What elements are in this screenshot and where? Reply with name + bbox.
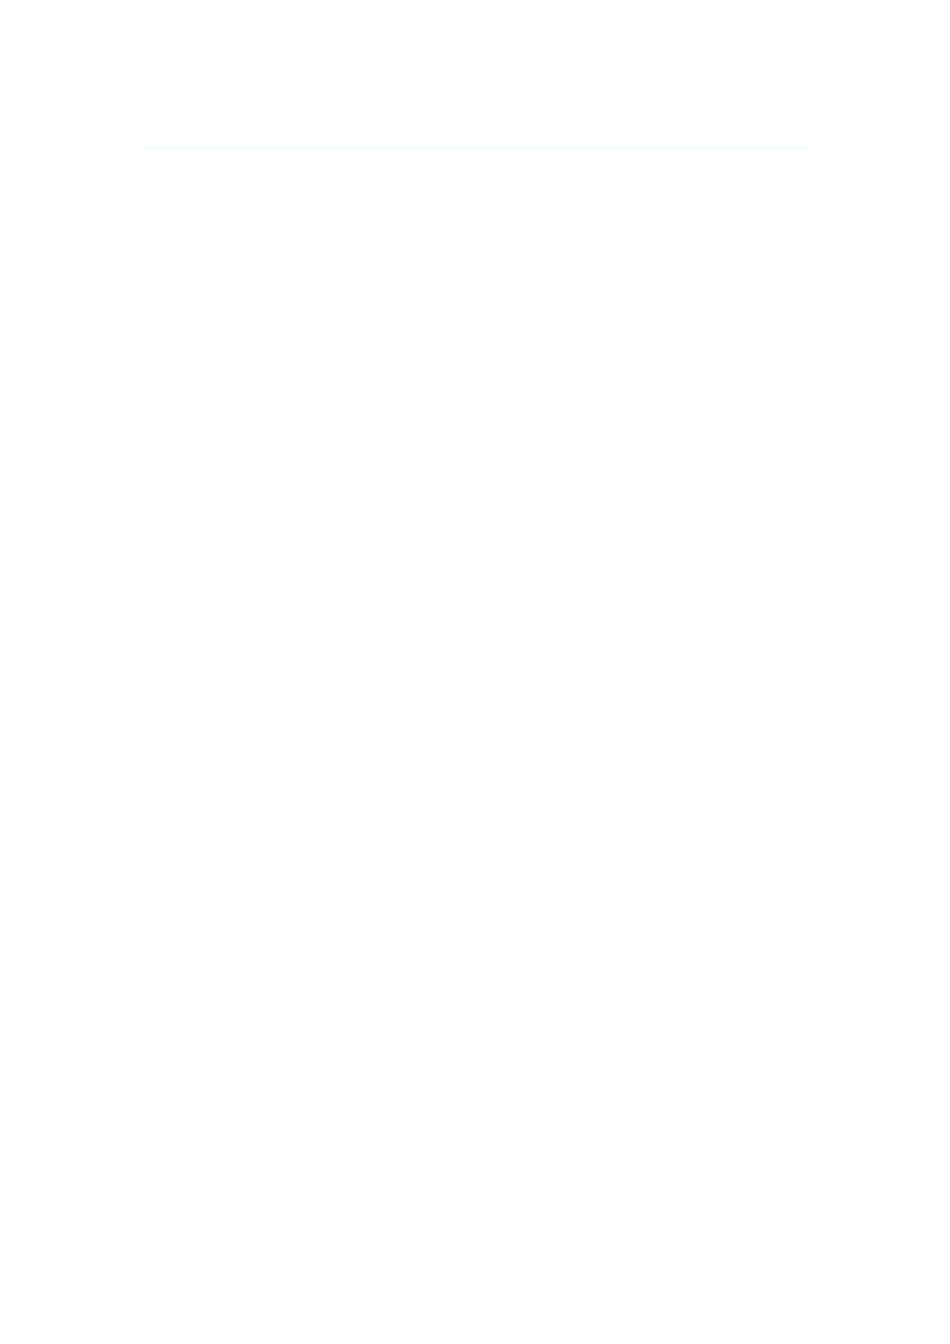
document-body (145, 124, 810, 150)
spacer (145, 124, 810, 146)
judgment-section (143, 146, 807, 150)
